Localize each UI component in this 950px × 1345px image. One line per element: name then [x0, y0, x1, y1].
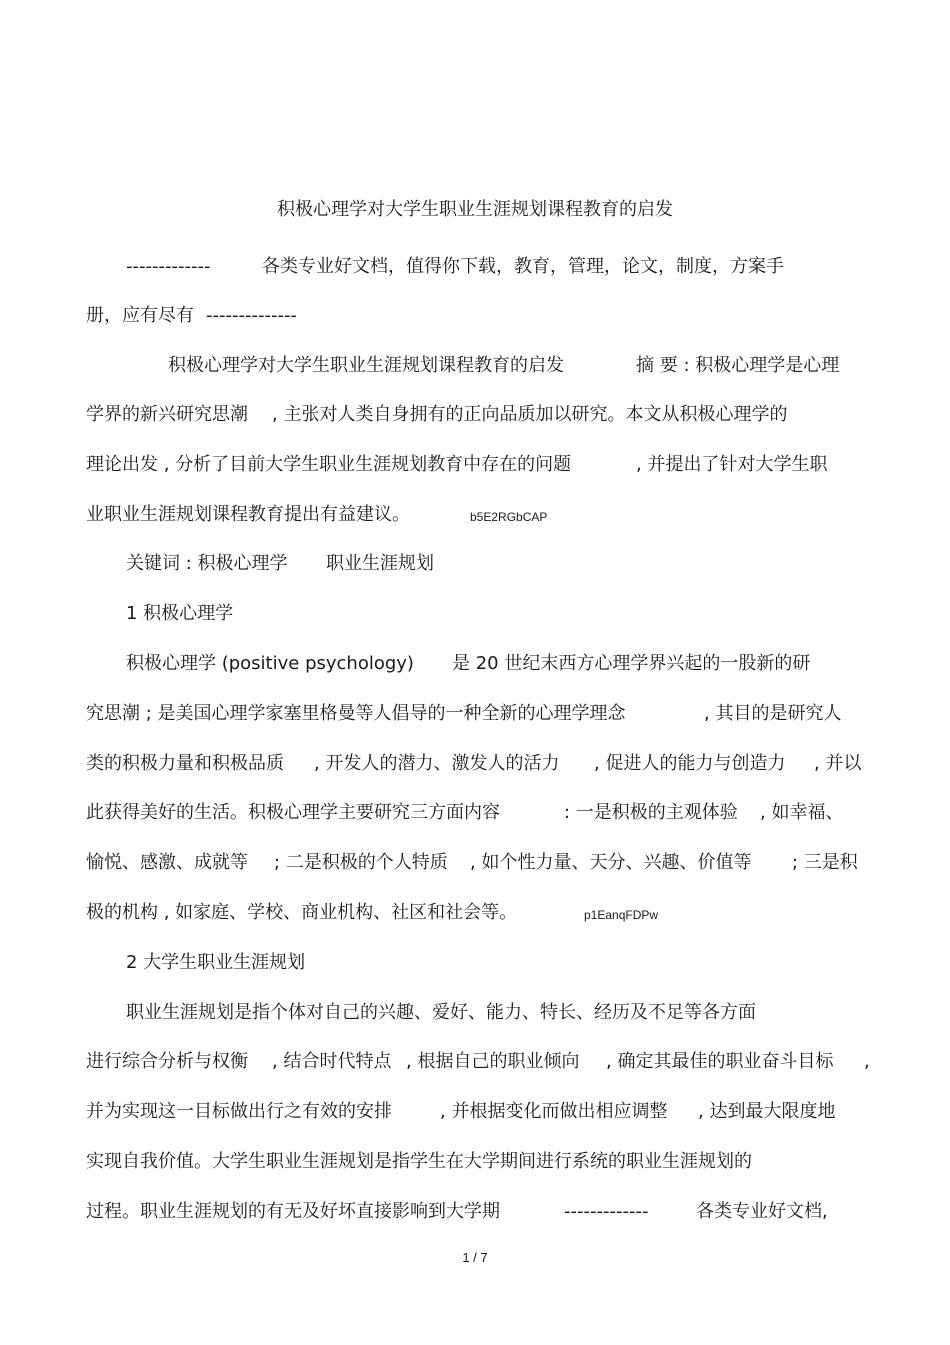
- section-1-line-3c: , 促进人的能力与创造力: [594, 753, 786, 774]
- abstract-title: 积极心理学对大学生职业生涯规划课程教育的启发: [168, 355, 564, 376]
- keywords-label: 关键词 : 积极心理学: [126, 553, 288, 574]
- banner-dashes-left: -------------: [126, 256, 211, 277]
- banner-text-continued: 册，应有尽有: [86, 305, 194, 326]
- section-2-line-5b: 各类专业好文档,: [696, 1201, 828, 1222]
- abstract-line-4: 业职业生涯规划课程教育提出有益建议。: [86, 504, 410, 525]
- abstract-line-2b: , 主张对人类自身拥有的正向品质加以研究。本文从积极心理学的: [272, 404, 788, 425]
- section-2-line-3a: 并为实现这一目标做出行之有效的安排: [86, 1101, 392, 1122]
- section-2-heading: 2 大学生职业生涯规划: [126, 952, 306, 973]
- document-title: 积极心理学对大学生职业生涯规划课程教育的启发: [277, 199, 673, 220]
- abstract-code: b5E2RGbCAP: [470, 510, 548, 524]
- keywords-term: 职业生涯规划: [326, 553, 434, 574]
- page-number: 1 / 7: [462, 1250, 488, 1265]
- abstract-line-2a: 学界的新兴研究思潮: [86, 404, 248, 425]
- abstract-line-3b: , 并提出了针对大学生职: [636, 454, 828, 475]
- section-1-line-3b: , 开发人的潜力、激发人的活力: [314, 753, 560, 774]
- section-1-line-4a: 此获得美好的生活。积极心理学主要研究三方面内容: [86, 802, 500, 823]
- section-1-code: p1EanqFDPw: [584, 908, 659, 922]
- section-1-line-1a: 积极心理学 (positive psychology): [126, 653, 414, 674]
- section-1-line-3a: 类的积极力量和积极品质: [86, 753, 284, 774]
- section-1-heading: 1 积极心理学: [126, 603, 234, 624]
- section-1-line-5a: 愉悦、感激、成就等: [86, 852, 248, 873]
- section-2-line-2d: , 确定其最佳的职业奋斗目标: [606, 1051, 834, 1072]
- banner-text: 各类专业好文档，值得你下载，教育，管理，论文，制度，方案手: [262, 256, 784, 277]
- banner-dashes-right: --------------: [206, 305, 297, 326]
- section-1-line-2b: , 其目的是研究人: [704, 703, 842, 724]
- section-1-line-5b: ; 二是积极的个人特质: [274, 852, 448, 873]
- section-1-line-3d: , 并以: [814, 753, 862, 774]
- section-2-line-4: 实现自我价值。大学生职业生涯规划是指学生在大学期间进行系统的职业生涯规划的: [86, 1151, 752, 1172]
- section-2-line-3b: , 并根据变化而做出相应调整: [440, 1101, 668, 1122]
- section-2-line-2e: ,: [864, 1051, 870, 1072]
- section-1-line-5d: ; 三是积: [792, 852, 858, 873]
- abstract-label: 摘 要 : 积极心理学是心理: [636, 355, 840, 376]
- section-2-line-5-dashes: -------------: [564, 1201, 649, 1222]
- section-2-line-2b: , 结合时代特点: [272, 1051, 392, 1072]
- section-1-line-2a: 究思潮 ; 是美国心理学家塞里格曼等人倡导的一种全新的心理学理念: [86, 703, 626, 724]
- section-1-line-5c: , 如个性力量、天分、兴趣、价值等: [470, 852, 752, 873]
- abstract-line-3a: 理论出发 , 分析了目前大学生职业生涯规划教育中存在的问题: [86, 454, 572, 475]
- section-1-line-4b: : 一是积极的主观体验: [564, 802, 738, 823]
- section-2-line-1: 职业生涯规划是指个体对自己的兴趣、爱好、能力、特长、经历及不足等各方面: [126, 1002, 756, 1023]
- section-1-line-4c: , 如幸福、: [760, 802, 844, 823]
- section-2-line-2a: 进行综合分析与权衡: [86, 1051, 248, 1072]
- section-1-line-6: 极的机构 , 如家庭、学校、商业机构、社区和社会等。: [86, 902, 518, 923]
- section-2-line-2c: , 根据自己的职业倾向: [406, 1051, 580, 1072]
- section-2-line-3c: , 达到最大限度地: [698, 1101, 836, 1122]
- section-2-line-5a: 过程。职业生涯规划的有无及好坏直接影响到大学期: [86, 1201, 500, 1222]
- section-1-line-1b: 是 20 世纪末西方心理学界兴起的一股新的研: [452, 653, 811, 674]
